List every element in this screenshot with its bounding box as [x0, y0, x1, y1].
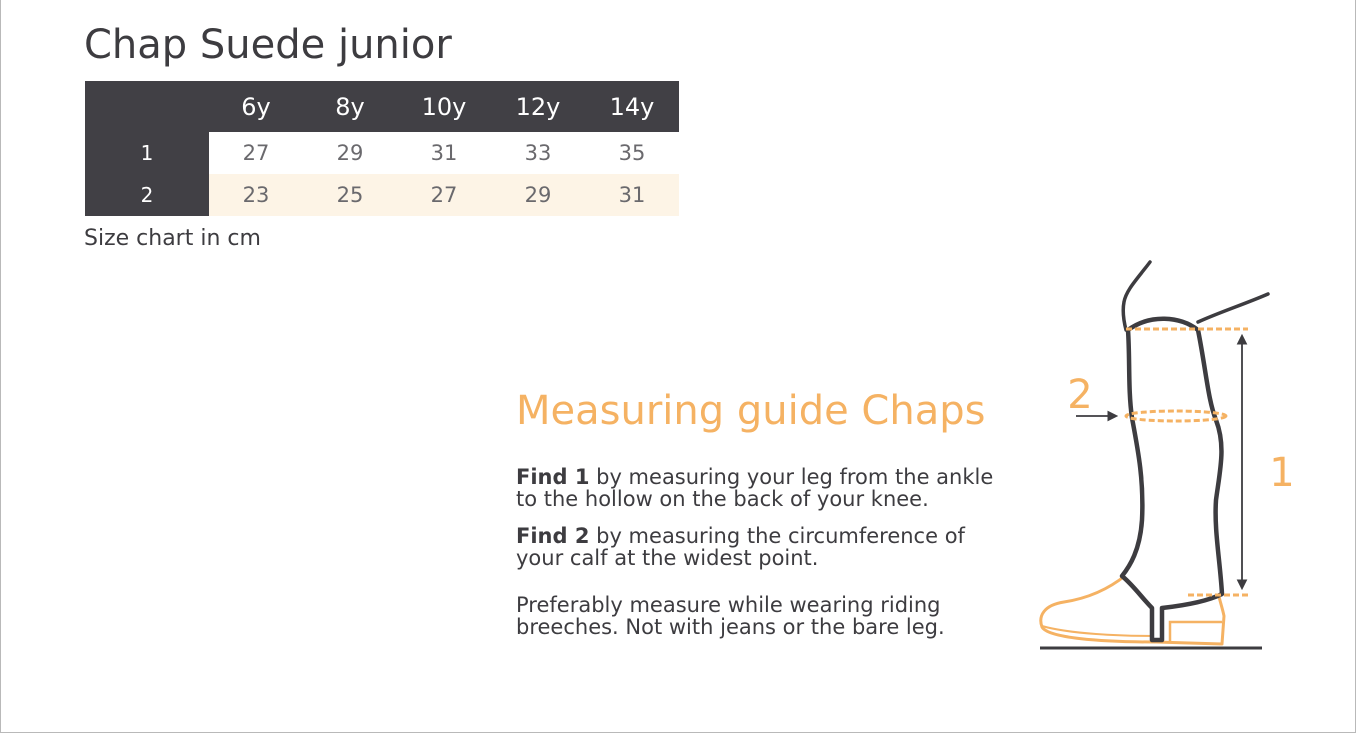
chap-measuring-illustration: [1030, 250, 1330, 660]
table-cell: 31: [430, 141, 458, 165]
column-header: 14y: [585, 81, 679, 132]
measuring-note: Preferably measure while wearing riding breeches. Not with jeans or the bare leg.: [516, 593, 945, 639]
table-row: [85, 132, 679, 174]
find-2-text: by measuring the circumference of your calf at the widest point.: [516, 524, 965, 570]
table-header-row: [85, 81, 679, 132]
column-header: 8y: [303, 81, 397, 132]
boot-heel: [1170, 622, 1222, 642]
column-header: 10y: [397, 81, 491, 132]
size-chart-caption: Size chart in cm: [84, 226, 261, 251]
column-header: 12y: [491, 81, 585, 132]
measurement-label-1: 1: [1269, 450, 1295, 496]
find-2-label: Find 2: [516, 524, 590, 548]
table-cell: 29: [336, 141, 364, 165]
find-1-instruction: [516, 466, 1016, 510]
thigh-front-line: [1198, 294, 1268, 322]
table-cell: 27: [242, 141, 270, 165]
table-cell: 29: [491, 174, 585, 216]
row-header: 1: [85, 132, 209, 174]
table-row: [85, 174, 679, 216]
size-chart-table: [85, 81, 679, 216]
find-1-text: by measuring your leg from the ankle to the hollow on the back of your knee.: [516, 465, 994, 511]
chap-outline: [1122, 319, 1222, 640]
row-header: 2: [85, 174, 209, 216]
table-cell: 25: [303, 174, 397, 216]
find-2-instruction: [516, 525, 1016, 569]
column-header: 6y: [209, 81, 303, 132]
find-1-label: Find 1: [516, 465, 590, 489]
page-title: Chap Suede junior: [84, 22, 452, 68]
table-cell: 23: [209, 174, 303, 216]
table-corner-cell: [85, 81, 209, 132]
table-cell: 33: [524, 141, 552, 165]
measuring-guide-title: Measuring guide Chaps: [516, 388, 986, 434]
measurement-label-2: 2: [1067, 372, 1093, 418]
table-cell: 35: [618, 141, 646, 165]
table-cell: 27: [397, 174, 491, 216]
table-cell: 31: [585, 174, 679, 216]
